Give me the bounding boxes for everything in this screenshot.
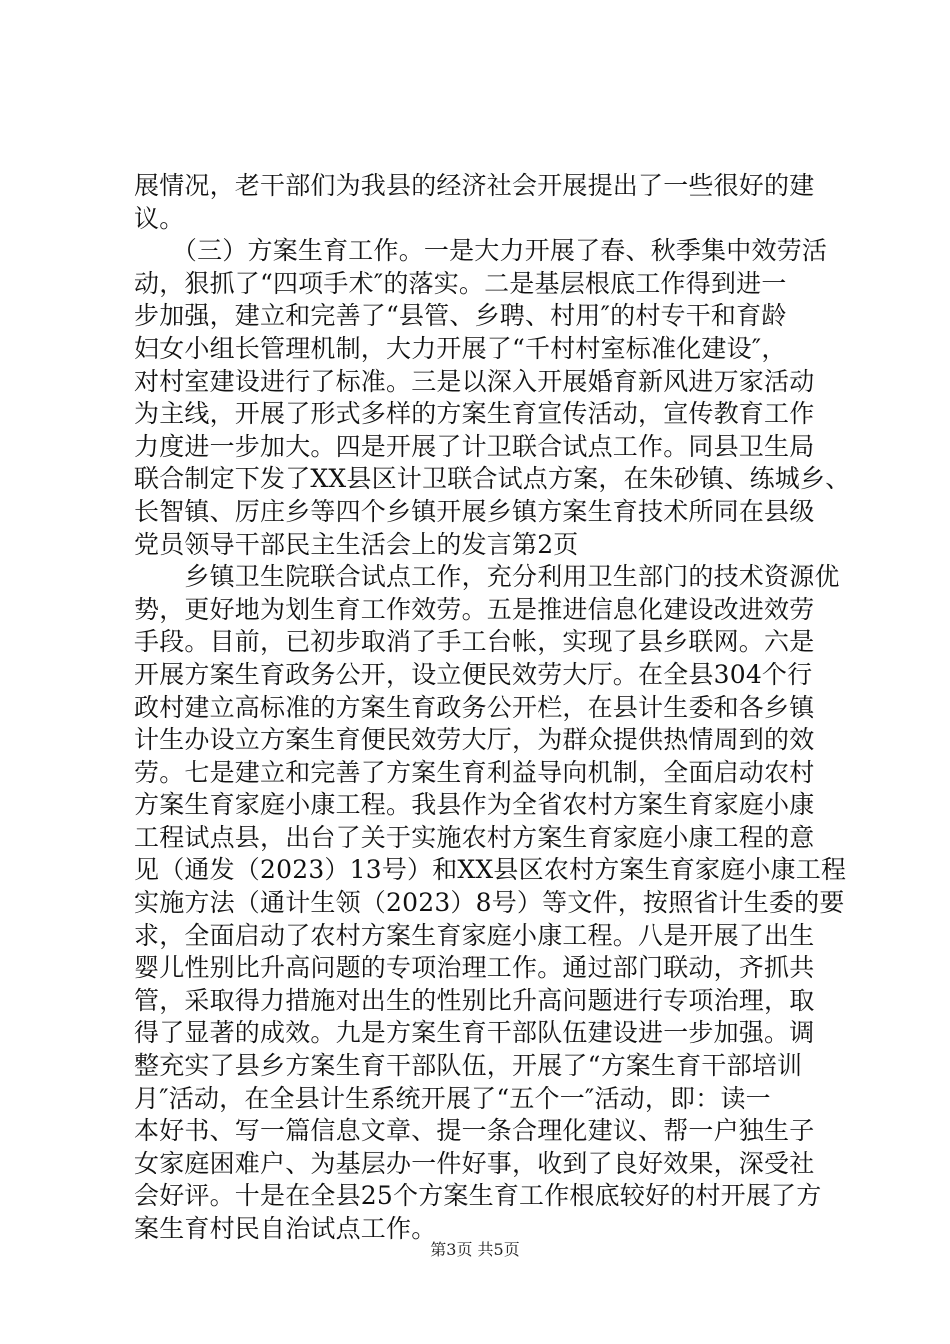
text-line: 实施方法（通计生领（2023）8号）等文件，按照省计生委的要: [134, 888, 845, 918]
page-footer: [0, 1240, 950, 1260]
text-line: 会好评。十是在全县25个方案生育工作根底较好的村开展了方: [134, 1181, 822, 1211]
page-number-label: 第3页 共5页: [430, 1240, 520, 1259]
text-line: 管，采取得力措施对出生的性别比升高问题进行专项治理，取: [134, 985, 815, 1015]
text-line: 工程试点县，出台了关于实施农村方案生育家庭小康工程的意: [134, 822, 815, 852]
text-line: 婴儿性别比升高问题的专项治理工作。通过部门联动，齐抓共: [134, 953, 815, 983]
text-line: 见（通发（2023）13号）和XX县区农村方案生育家庭小康工程: [134, 855, 847, 885]
text-line: 为主线，开展了形式多样的方案生育宣传活动，宣传教育工作: [134, 399, 815, 429]
text-line: 得了显著的成效。九是方案生育干部队伍建设进一步加强。调: [134, 1018, 815, 1048]
text-line: 方案生育家庭小康工程。我县作为全省农村方案生育家庭小康: [134, 790, 815, 820]
text-line: 对村室建设进行了标准。三是以深入开展婚育新风进万家活动: [134, 366, 815, 396]
text-line: 党员领导干部民主生活会上的发言第2页: [134, 529, 579, 559]
text-line: 乡镇卫生院联合试点工作，充分利用卫生部门的技术资源优: [134, 562, 840, 592]
text-line: 整充实了县乡方案生育干部队伍，开展了“方案生育干部培训: [134, 1051, 803, 1081]
text-line: 妇女小组长管理机制，大力开展了“千村村室标准化建设″，: [134, 333, 787, 363]
text-line: 联合制定下发了XX县区计卫联合试点方案，在朱砂镇、练城乡、: [134, 464, 851, 494]
text-line: 动，狠抓了“四项手术″的落实。二是基层根底工作得到进一: [134, 268, 787, 298]
text-line: 本好书、写一篇信息文章、提一条合理化建议、帮一户独生子: [134, 1116, 815, 1146]
text-line: 长智镇、厉庄乡等四个乡镇开展乡镇方案生育技术所同在县级: [134, 496, 815, 526]
text-line: 求，全面启动了农村方案生育家庭小康工程。八是开展了出生: [134, 920, 815, 950]
text-line: 步加强，建立和完善了“县管、乡聘、村用″的村专干和育龄: [134, 301, 787, 331]
text-line: 案生育村民自治试点工作。: [134, 1214, 437, 1243]
text-line: 展情况，老干部们为我县的经济社会开展提出了一些很好的建: [134, 171, 815, 200]
text-line: 计生办设立方案生育便民效劳大厅，为群众提供热情周到的效: [134, 725, 815, 755]
text-line: 手段。目前，已初步取消了手工台帐，实现了县乡联网。六是: [134, 627, 815, 657]
text-line: 开展方案生育政务公开，设立便民效劳大厅。在全县304个行: [134, 659, 813, 689]
text-line: 女家庭困难户、为基层办一件好事，收到了良好效果，深受社: [134, 1148, 815, 1178]
text-line: 力度进一步加大。四是开展了计卫联合试点工作。同县卫生局: [134, 431, 815, 461]
text-line: 议。: [134, 203, 185, 233]
text-line: 月″活动，在全县计生系统开展了“五个一″活动，即：读一: [134, 1083, 771, 1113]
text-line: （三）方案生育工作。一是大力开展了春、秋季集中效劳活: [134, 236, 828, 266]
text-line: 劳。七是建立和完善了方案生育利益导向机制，全面启动农村: [134, 757, 815, 787]
text-line: 政村建立高标准的方案生育政务公开栏，在县计生委和各乡镇: [134, 692, 815, 722]
document-body: [134, 170, 851, 1246]
text-line: 势，更好地为划生育工作效劳。五是推进信息化建设改进效劳: [134, 594, 815, 624]
